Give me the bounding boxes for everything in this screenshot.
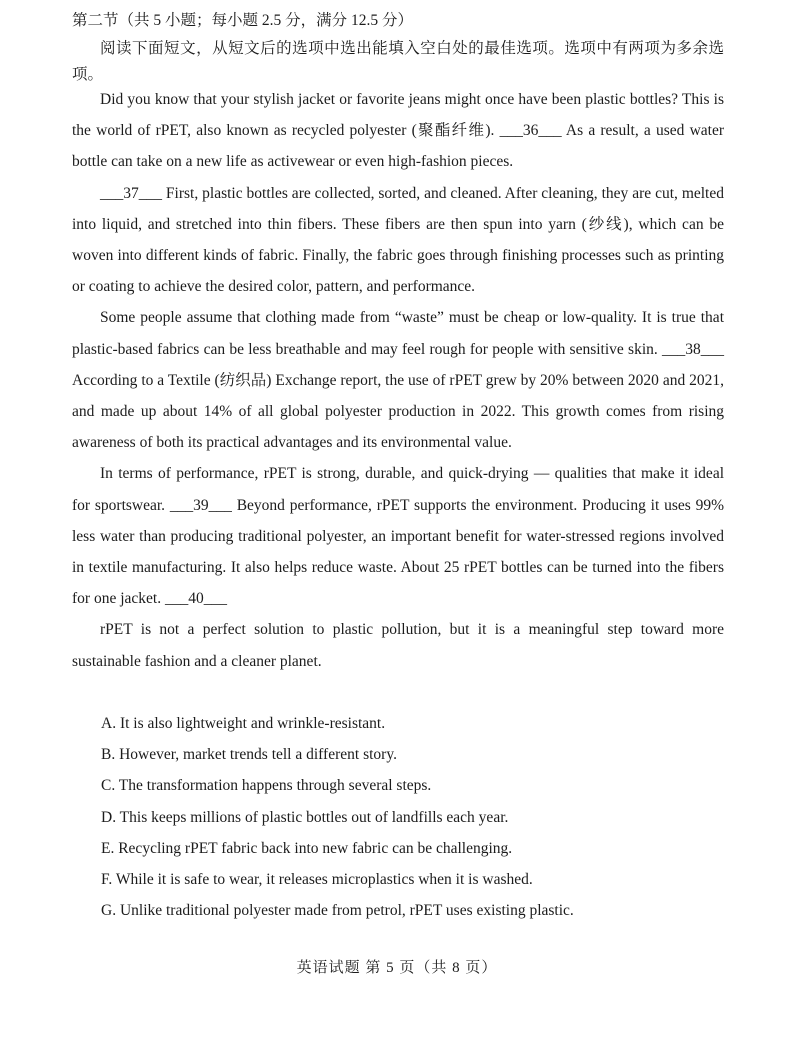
section-directions: 阅读下面短文，从短文后的选项中选出能填入空白处的最佳选项。选项中有两项为多余选项。 bbox=[72, 40, 724, 83]
paragraph-4 bbox=[72, 458, 724, 614]
paragraph-5 bbox=[72, 614, 724, 676]
paragraph-1-text-a: Did you know that your stylish jacket or favorite jeans might once have been plastic bottles? This is the world of rPET, also known as recycled polyester (聚酯纤维). bbox=[72, 91, 724, 140]
option-d: D. This keeps millions of plastic bottles out of landfills each year. bbox=[101, 808, 509, 826]
reading-passage bbox=[72, 84, 724, 677]
paragraph-1 bbox=[72, 84, 724, 178]
option-f: F. While it is safe to wear, it releases microplastics when it is washed. bbox=[101, 871, 533, 889]
paragraph-4-text-b: Beyond performance, rPET supports the environment. Producing it uses 99% less water than producing traditional polyester, an important benefit for water-stressed regions involved in textile manufacturing. It also helps reduce waste. About 25 rPET bottles can be turned into the fibers for one jacket. bbox=[72, 496, 724, 608]
page-footer: 英语试题 第 5 页（共 8 页） bbox=[296, 960, 498, 976]
blank-39: ___39___ bbox=[169, 496, 232, 514]
paragraph-3-text-a: Some people assume that clothing made from “waste” must be cheap or low-quality. It is true that plastic-based fabrics can be less breathable and may feel rough for people with sensitive skin. bbox=[72, 309, 724, 358]
option-e: E. Recycling rPET fabric back into new fabric can be challenging. bbox=[101, 839, 513, 857]
blank-40: ___40___ bbox=[164, 590, 227, 608]
paragraph-1-text-b: As a result, a used water bottle can take on a new life as activewear or even high-fashion pieces. bbox=[72, 122, 724, 171]
option-c: C. The transformation happens through several steps. bbox=[101, 777, 432, 795]
blank-38: ___38___ bbox=[662, 340, 724, 358]
option-b: B. However, market trends tell a different story. bbox=[101, 746, 397, 764]
paragraph-4-text-a: In terms of performance, rPET is strong, durable, and quick-drying — qualities that make it ideal for sportswear. bbox=[72, 465, 724, 514]
paragraph-3 bbox=[72, 302, 724, 458]
section-title: 第二节（共 5 小题；每小题 2.5 分，满分 12.5 分） bbox=[72, 12, 414, 29]
paragraph-5-text-a: rPET is not a perfect solution to plastic pollution, but it is a meaningful step toward more sustainable fashion and a cleaner planet. bbox=[72, 621, 724, 670]
blank-36: ___36___ bbox=[499, 122, 562, 140]
option-g: G. Unlike traditional polyester made from petrol, rPET uses existing plastic. bbox=[101, 902, 574, 920]
paragraph-2-text-b: First, plastic bottles are collected, sorted, and cleaned. After cleaning, they are cut, melted into liquid, and stretched into thin fibers. These fibers are then spun into yarn (纱线), which can be woven into different kinds of fabric. Finally, the fabric goes through finishing processes such as printing or coating to achieve the desired color, pattern, and performance. bbox=[72, 184, 724, 296]
option-a: A. It is also lightweight and wrinkle-resistant. bbox=[101, 715, 386, 732]
paragraph-3-text-b: According to a Textile (纺织品) Exchange report, the use of rPET grew by 20% between 2020 and 2021, and made up about 14% of all global polyester production in 2022. This growth comes from rising awareness of both its practical advantages and its environmental value. bbox=[72, 371, 724, 452]
paragraph-2 bbox=[72, 178, 724, 303]
blank-37: ___37___ bbox=[100, 184, 162, 202]
answer-options bbox=[101, 708, 741, 926]
